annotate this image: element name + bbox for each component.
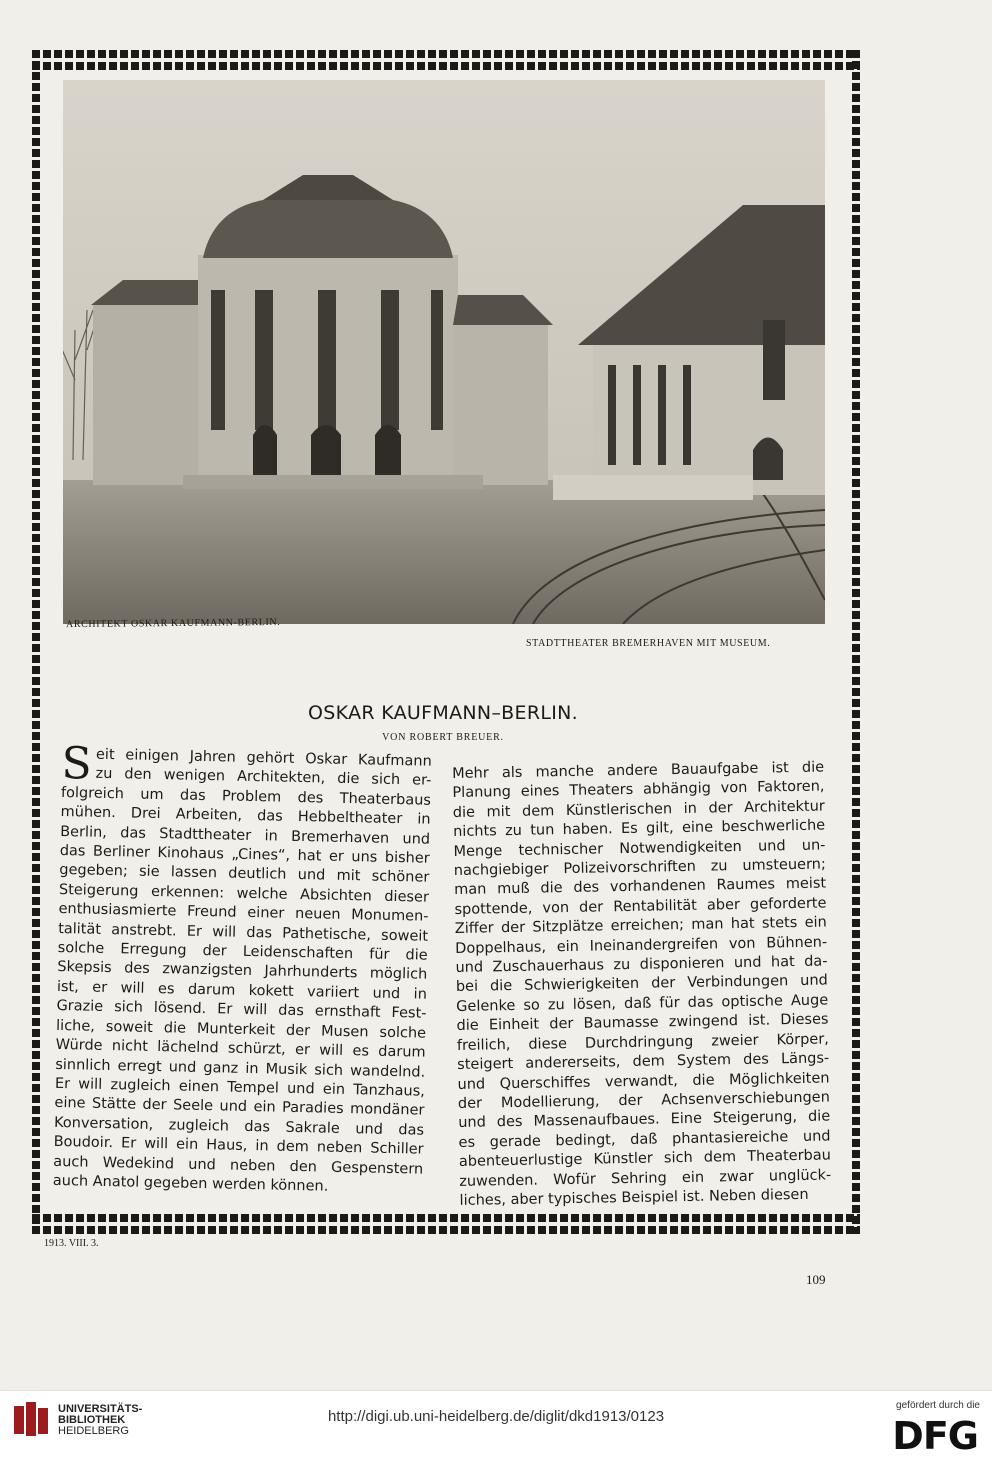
text-line: die Einheit der Baumasse zwingend ist. Dieses (456, 1011, 829, 1035)
text-line: mühen. Drei Arbeiten, das Hebbeltheater in (60, 804, 431, 828)
article-byline: VON ROBERT BREUER. (382, 732, 504, 743)
text-line: Doppelhaus, ein Ineinandergreifen von Bühnen- (455, 934, 828, 957)
text-line: eine Stätte der Seele und ein Paradies mondäner (54, 1095, 425, 1119)
text-line: Steigerung erkennen: welche Absichten dieser (58, 881, 430, 906)
text-line: Würde nicht lächelnd schürzt, er will es darum (55, 1037, 426, 1061)
frame-border-bottom (32, 1214, 860, 1222)
frame-border-left (32, 50, 40, 1234)
text-line: Skepsis des zwanzigsten Jahrhunderts möglich (57, 959, 428, 984)
dfg-logo: DFG (892, 1414, 978, 1458)
text-line: ist, er will es darum kokett variiert und in (56, 978, 428, 1003)
text-line: sinnlich erregt und ganz in Musik sich wandelnd. (55, 1056, 426, 1081)
text-line: nachgiebiger Polizeivorschriften zu umsteuern; (453, 856, 826, 880)
funding-label: gefördert durch die (896, 1400, 980, 1411)
article-column-left (52, 738, 432, 1199)
library-name-line-2: BIBLIOTHEK (58, 1414, 126, 1426)
text-line: Gelenke so zu lösen, daß für das optische Auge (456, 992, 829, 1015)
text-line: Menge technischer Notwendigkeiten und un- (453, 837, 826, 860)
text-line: eit einigen Jahren gehört Oskar Kaufmann (95, 746, 432, 770)
text-line: steigert andererseits, dem System des Längs- (457, 1050, 830, 1074)
page-number: 109 (806, 1272, 826, 1287)
text-line: Konversation, zugleich das Sakrale und das (53, 1114, 425, 1139)
text-line: und des Massenaufbaues. Eine Steigerung, die (458, 1108, 831, 1132)
text-line: bei die Schwierigkeiten der Verbindungen und (455, 972, 828, 996)
text-line: liches, aber typisches Beispiel ist. Neben diesen (459, 1186, 809, 1209)
drop-cap: S (61, 738, 93, 790)
text-line: talität anstrebt. Er will das Pathetische, soweit (57, 920, 429, 945)
text-line: liche, soweit die Munterkeit der Musen solche (55, 1017, 427, 1042)
text-line: das Berliner Kinohaus „Cines“, hat er uns bisher (59, 843, 430, 867)
library-name-line-3: HEIDELBERG (58, 1425, 129, 1437)
library-name-line-1: UNIVERSITÄTS- (58, 1403, 143, 1415)
text-line: die mit dem Künstlerischen in der Architektur (452, 798, 825, 821)
text-line: Boudoir. Er will ein Haus, in dem neben Schiller (53, 1134, 424, 1158)
text-line: Ziffer der Sitzplätze erreichen; man hat stets ein (454, 914, 827, 938)
article-column-right (452, 759, 832, 1212)
photo-caption-building: STADTTHEATER BREMERHAVEN MIT MUSEUM. (526, 638, 771, 649)
text-line: auch Wedekind und neben den Gespenstern (53, 1153, 424, 1178)
text-line: man muß die des vorhandenen Raumes meist (454, 875, 827, 899)
text-line: und Zuschauerhaus zu disponieren und hat da- (455, 953, 828, 977)
issue-number: 1913. VIII. 3. (44, 1238, 99, 1249)
frame-border-top-inner (32, 62, 860, 70)
text-line: Planung eines Theaters abhängig von Faktoren, (452, 778, 825, 802)
text-line: Grazie sich lösend. Er will das ernsthaft Fest- (56, 998, 427, 1022)
photo-caption-architect: ARCHITEKT OSKAR KAUFMANN-BERLIN. (65, 616, 281, 631)
text-line: Mehr als manche andere Bauaufgabe ist die (452, 759, 825, 782)
article-title: OSKAR KAUFMANN–BERLIN. (308, 702, 578, 724)
text-line: Berlin, das Stadttheater in Bremerhaven und (60, 823, 431, 848)
text-line: gegeben; sie lassen deutlich und mit schöner (59, 862, 430, 887)
text-line: Er will zugleich einen Tempel und ein Tanzhaus, (54, 1075, 425, 1100)
text-line: spottende, von der Rentabilität aber geforderte (454, 895, 827, 918)
text-line: enthusiasmierte Freund einer neuen Monumen- (58, 901, 429, 925)
text-line: nichts zu tun haben. Es gilt, eine beschwerliche (453, 817, 826, 841)
theater-illustration (63, 80, 825, 624)
frame-border-bottom-inner (32, 1226, 860, 1234)
permalink-url[interactable]: http://digi.ub.uni-heidelberg.de/diglit/dkd1913/0123 (327, 1408, 665, 1425)
text-line: folgreich um das Problem des Theaterbaus (60, 784, 432, 809)
text-line: der Modellierung, der Achsenverschiebungen (457, 1089, 830, 1112)
text-line: auch Anatol gegeben werden können. (52, 1172, 329, 1195)
library-footer-bar (0, 1390, 992, 1461)
frame-border-top (32, 50, 860, 58)
text-line: abenteuerlustige Künstler sich dem Theaterbau (458, 1147, 832, 1171)
frame-border-right (852, 50, 860, 1234)
text-line: zuwenden. Wofür Sehring ein zwar unglück- (459, 1166, 832, 1190)
text-line: es gerade bedingt, daß phantasiereiche und (458, 1128, 831, 1151)
text-line: solche Erregung der Leidenschaften für die (57, 940, 428, 964)
text-line: zu den wenigen Architekten, die sich er- (95, 766, 432, 790)
text-line: freilich, diese Durchdringung zweier Körper, (456, 1031, 829, 1054)
theater-photograph (63, 80, 825, 624)
text-line: und Querschiffes verwandt, die Möglichkeiten (457, 1069, 830, 1093)
